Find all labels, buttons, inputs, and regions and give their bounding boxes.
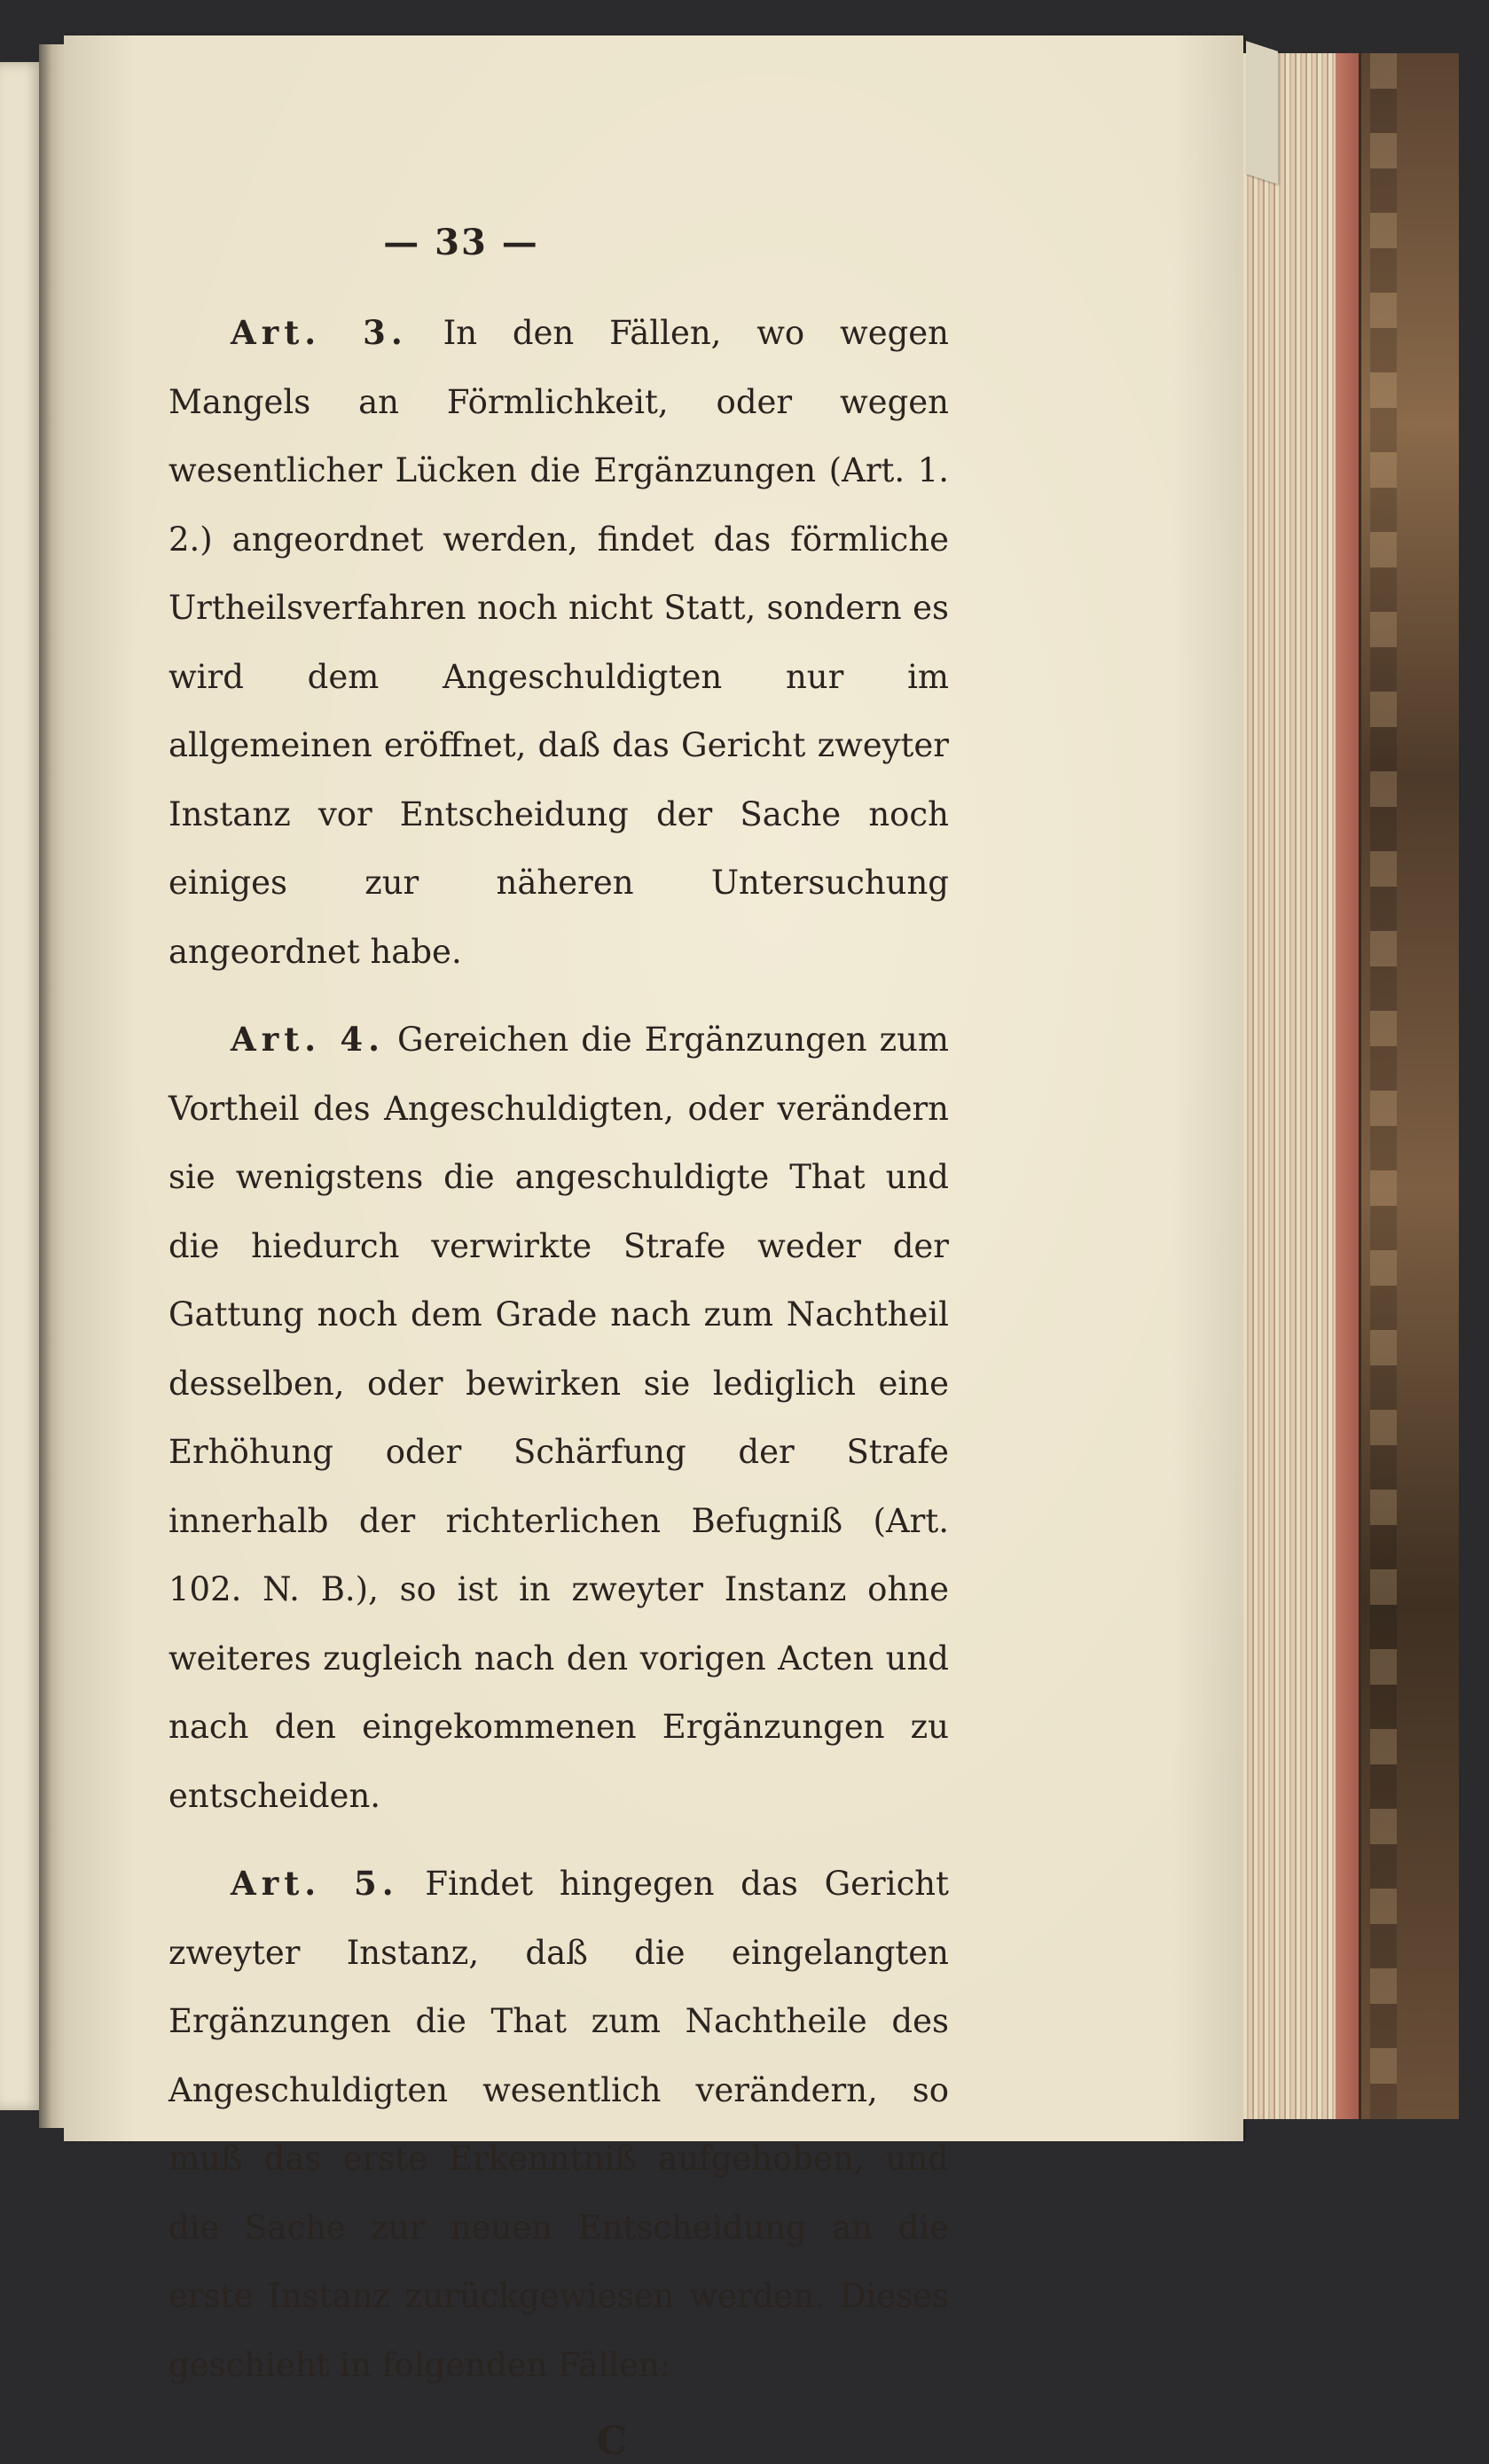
article-label: Art. 4. (231, 1020, 385, 1059)
signature-mark: C (596, 2419, 628, 2464)
bookmark-slip (1246, 41, 1278, 184)
article-text: Findet hingegen das Gericht zweyter Instanz, daß die eingelangten Ergänzungen die That zum Nachtheile des Angeschuldigten wesentlich verändern, so muß das erste Erkenntniß aufgehoben, und die Sache zur neuen Entscheidung an die erste Instanz zurückgewiesen werden. Dieses geschieht in folgenden Fällen: (168, 1865, 949, 2384)
article-3 (168, 299, 949, 986)
article-text: In den Fällen, wo wegen Mangels an Förmlichkeit, oder wegen wesentlicher Lücken die Ergänzungen (Art. 1. 2.) angeordnet werden, findet das förmliche Urtheilsverfahren noch nicht Statt, sondern es wird dem Angeschuldigten nur im allgemeinen eröffnet, daß das Gericht zweyter Instanz vor Entscheidung der Sache noch einiges zur näheren Untersuchung angeordnet habe. (168, 314, 950, 971)
left-page-edge (0, 62, 43, 2110)
page-number: — 33 — (383, 222, 539, 263)
page-text (168, 222, 949, 2464)
article-label: Art. 3. (231, 313, 408, 352)
book-cover (1359, 53, 1459, 2119)
article-text: Gereichen die Ergänzungen zum Vortheil des Angeschuldigten, oder verändern sie wenigstens die angeschuldigte That und die hiedurch verwirkte Strafe weder der Gattung noch dem Grade nach zum Nachtheil desselben, oder bewirken sie lediglich eine Erhöhung oder Schärfung der Strafe innerhalb der richterlichen Befugniß (Art. 102. N. B.), so ist in zweyter Instanz ohne weiteres zugleich nach den vorigen Acten und nach den eingekommenen Ergänzungen zu entscheiden. (168, 1021, 950, 1815)
article-4 (168, 1005, 949, 1830)
article-5 (168, 1850, 949, 2399)
article-label: Art. 5. (231, 1864, 399, 1903)
page-edges (1243, 53, 1359, 2119)
